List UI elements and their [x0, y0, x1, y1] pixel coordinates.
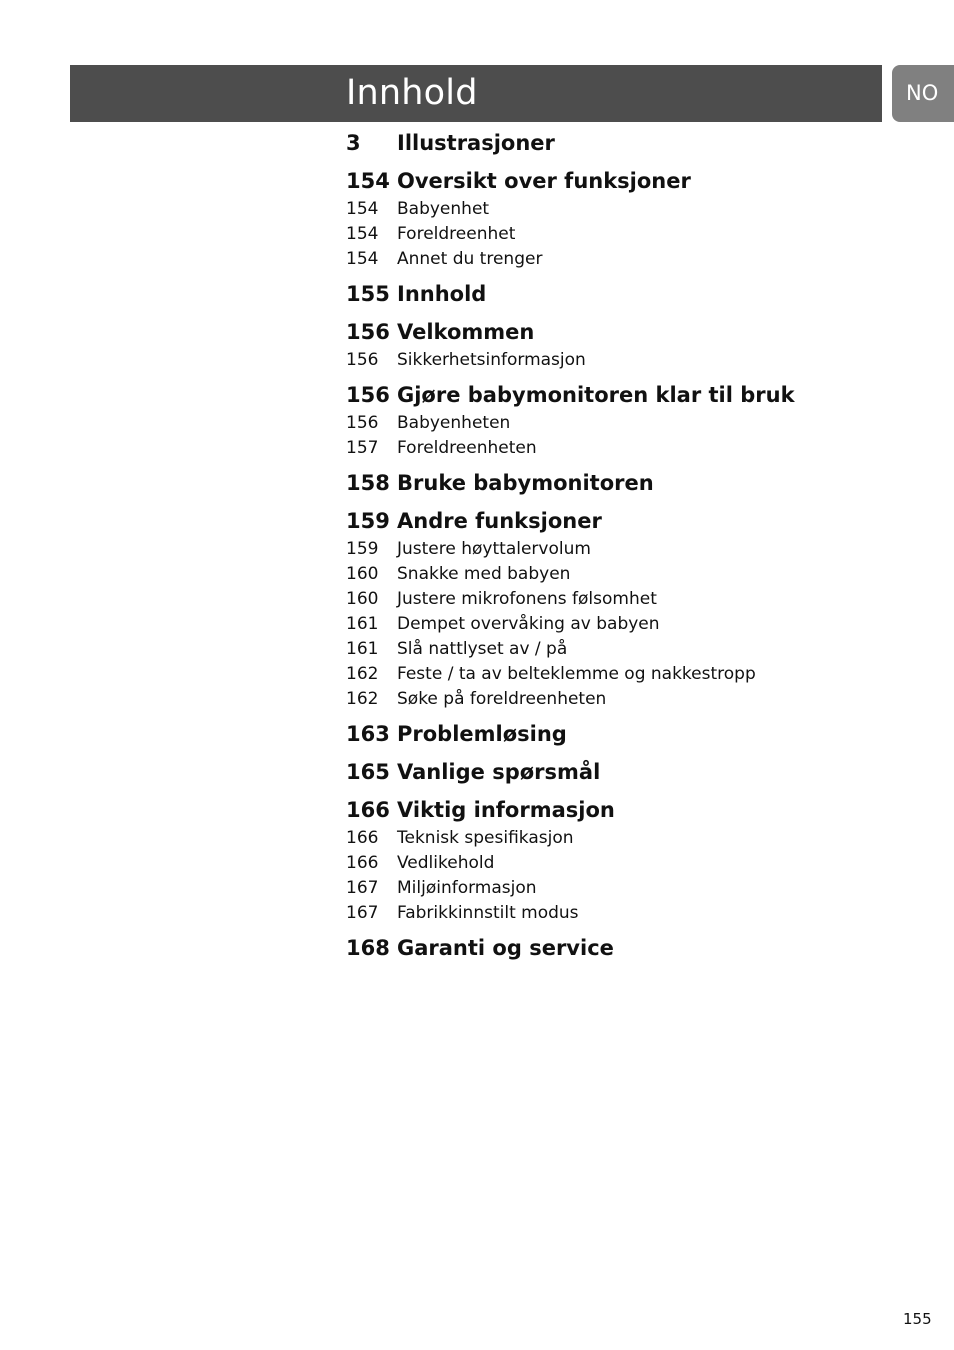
- toc-section-heading[interactable]: [346, 468, 926, 499]
- toc-subsection-title: Søke på foreldreenheten: [397, 689, 607, 709]
- toc-section-title: Velkommen: [397, 320, 535, 344]
- toc-subsection[interactable]: [346, 222, 926, 247]
- toc-section-title: Gjøre babymonitoren klar til bruk: [397, 383, 795, 407]
- toc-section: [346, 933, 926, 964]
- toc-subsection-title: Snakke med babyen: [397, 564, 571, 584]
- toc-subsection[interactable]: [346, 587, 926, 612]
- toc-section: [346, 719, 926, 750]
- toc-section-title: Andre funksjoner: [397, 509, 602, 533]
- toc-section: [346, 468, 926, 499]
- toc-subsection[interactable]: [346, 826, 926, 851]
- toc-subsection[interactable]: [346, 247, 926, 272]
- toc-section-title: Innhold: [397, 282, 487, 306]
- toc-subsection[interactable]: [346, 348, 926, 373]
- toc-subsection-title: Foreldreenheten: [397, 438, 537, 458]
- toc-section: [346, 279, 926, 310]
- toc-section-page-number: 3: [346, 131, 361, 155]
- toc-section: [346, 380, 926, 461]
- toc-subsection-title: Vedlikehold: [397, 853, 495, 873]
- toc-section-title: Vanlige spørsmål: [397, 760, 601, 784]
- toc-subsection-page-number: 161: [346, 614, 379, 634]
- header-bar: [70, 65, 882, 122]
- toc-section-page-number: 166: [346, 798, 390, 822]
- toc-subsection[interactable]: [346, 687, 926, 712]
- toc-section-heading[interactable]: [346, 757, 926, 788]
- toc-subsection[interactable]: [346, 876, 926, 901]
- table-of-contents: [346, 128, 926, 971]
- toc-section-page-number: 165: [346, 760, 390, 784]
- language-label: NO: [906, 81, 939, 105]
- toc-section-heading[interactable]: [346, 795, 926, 826]
- toc-subsection-page-number: 154: [346, 199, 379, 219]
- toc-section-page-number: 168: [346, 936, 390, 960]
- toc-subsection-title: Slå nattlyset av / på: [397, 639, 568, 659]
- toc-subsection-page-number: 156: [346, 350, 379, 370]
- toc-section-heading[interactable]: [346, 279, 926, 310]
- toc-subsection-page-number: 154: [346, 224, 379, 244]
- toc-subsection[interactable]: [346, 851, 926, 876]
- toc-section-heading[interactable]: [346, 166, 926, 197]
- toc-subsection-title: Dempet overvåking av babyen: [397, 614, 660, 634]
- toc-section-title: Illustrasjoner: [397, 131, 555, 155]
- toc-section-page-number: 156: [346, 320, 390, 344]
- toc-section: [346, 166, 926, 272]
- toc-subsection-page-number: 162: [346, 689, 379, 709]
- toc-subsection-page-number: 166: [346, 853, 379, 873]
- toc-section-title: Garanti og service: [397, 936, 614, 960]
- toc-subsection-title: Sikkerhetsinformasjon: [397, 350, 586, 370]
- toc-subsection-title: Annet du trenger: [397, 249, 543, 269]
- toc-section-title: Problemløsing: [397, 722, 567, 746]
- toc-section-title: Viktig informasjon: [397, 798, 615, 822]
- toc-section-page-number: 163: [346, 722, 390, 746]
- toc-subsection-title: Babyenheten: [397, 413, 511, 433]
- toc-subsection-page-number: 157: [346, 438, 379, 458]
- toc-section-page-number: 156: [346, 383, 390, 407]
- toc-subsection[interactable]: [346, 637, 926, 662]
- toc-subsection-page-number: 159: [346, 539, 379, 559]
- toc-subsection-page-number: 167: [346, 903, 379, 923]
- toc-subsection-title: Fabrikkinnstilt modus: [397, 903, 579, 923]
- toc-section-heading[interactable]: [346, 128, 926, 159]
- toc-subsection[interactable]: [346, 612, 926, 637]
- toc-section: [346, 757, 926, 788]
- toc-subsection[interactable]: [346, 662, 926, 687]
- toc-section-heading[interactable]: [346, 380, 926, 411]
- toc-section: [346, 317, 926, 373]
- toc-section-page-number: 159: [346, 509, 390, 533]
- toc-subsection-title: Justere høyttalervolum: [397, 539, 591, 559]
- toc-subsection-page-number: 160: [346, 564, 379, 584]
- toc-subsection[interactable]: [346, 411, 926, 436]
- toc-subsection[interactable]: [346, 537, 926, 562]
- toc-subsection-title: Foreldreenhet: [397, 224, 516, 244]
- toc-section-title: Oversikt over funksjoner: [397, 169, 691, 193]
- toc-subsection-title: Teknisk spesifikasjon: [397, 828, 574, 848]
- toc-section: [346, 795, 926, 926]
- page-number: 155: [903, 1310, 932, 1328]
- toc-subsection-page-number: 167: [346, 878, 379, 898]
- toc-subsection-title: Justere mikrofonens følsomhet: [397, 589, 657, 609]
- toc-subsection-title: Babyenhet: [397, 199, 490, 219]
- toc-subsection-page-number: 166: [346, 828, 379, 848]
- toc-section-page-number: 155: [346, 282, 390, 306]
- toc-subsection[interactable]: [346, 562, 926, 587]
- toc-subsection-page-number: 162: [346, 664, 379, 684]
- toc-subsection[interactable]: [346, 901, 926, 926]
- toc-subsection[interactable]: [346, 436, 926, 461]
- language-tab: [892, 65, 954, 122]
- toc-section-title: Bruke babymonitoren: [397, 471, 654, 495]
- toc-section-heading[interactable]: [346, 317, 926, 348]
- toc-subsection[interactable]: [346, 197, 926, 222]
- toc-section-page-number: 158: [346, 471, 390, 495]
- page-title: Innhold: [346, 73, 478, 113]
- toc-section: [346, 128, 926, 159]
- toc-section: [346, 506, 926, 712]
- toc-subsection-title: Miljøinformasjon: [397, 878, 537, 898]
- toc-section-heading[interactable]: [346, 506, 926, 537]
- toc-subsection-title: Feste / ta av belteklemme og nakkestropp: [397, 664, 756, 684]
- toc-section-heading[interactable]: [346, 933, 926, 964]
- toc-subsection-page-number: 160: [346, 589, 379, 609]
- toc-subsection-page-number: 156: [346, 413, 379, 433]
- toc-subsection-page-number: 154: [346, 249, 379, 269]
- toc-subsection-page-number: 161: [346, 639, 379, 659]
- toc-section-heading[interactable]: [346, 719, 926, 750]
- toc-section-page-number: 154: [346, 169, 390, 193]
